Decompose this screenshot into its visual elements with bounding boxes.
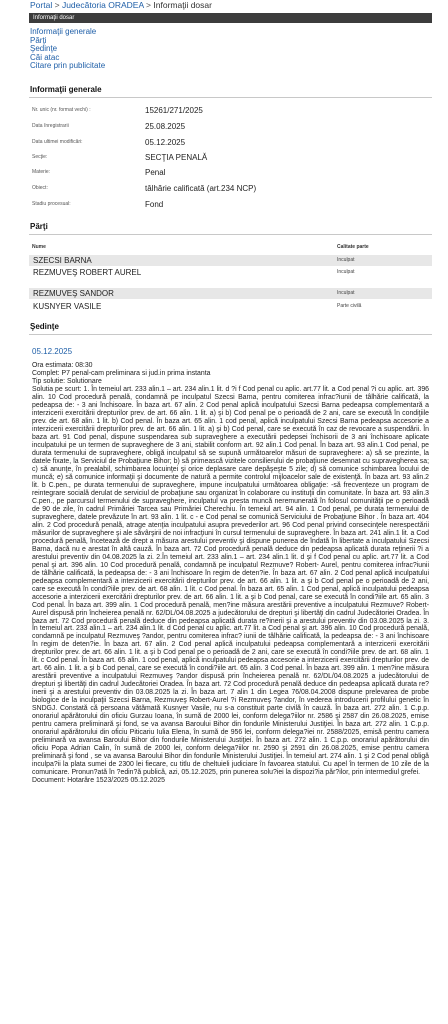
info-value: 25.08.2025 <box>145 122 186 131</box>
breadcrumb-separator: > <box>146 0 152 10</box>
info-label: Data ultimei modificări: <box>32 139 83 145</box>
nav-link-hearings[interactable]: Şedinţe <box>30 44 58 54</box>
divider <box>29 234 432 235</box>
info-label: Obiect: <box>32 185 48 191</box>
info-value: tâlhărie calificată (art.234 NCP) <box>145 184 257 193</box>
info-label: Data înregistrarii <box>32 123 69 129</box>
hearing-solution-type: Tip solutie: Solutionare <box>32 377 102 385</box>
party-row <box>29 288 432 299</box>
info-row-last-modified <box>32 138 430 148</box>
nav-link-appeals[interactable]: Căi atac <box>30 52 60 62</box>
hearings-heading: Şedinţe <box>30 322 59 331</box>
party-name: SZECSI BARNA <box>33 256 92 265</box>
breadcrumb-separator: > <box>54 0 60 10</box>
info-label: Nr. unic (nr. format vechi) : <box>32 107 91 113</box>
info-label: Materie: <box>32 169 51 175</box>
info-value: Fond <box>145 200 164 209</box>
divider <box>29 97 432 98</box>
hearing-document: Document: Hotarâre 1523/2025 05.12.2025 <box>32 777 165 785</box>
info-row-procedural-stage <box>32 200 430 210</box>
info-row-section <box>32 153 430 163</box>
hearing-solution-summary: Solutia pe scurt: 1. În temeiul art. 233 alin.1 – art. 234 alin.1 lit. d ?i f Cod penal cu aplic. art.77 lit. a Cod penal ?i cu aplic. art. 396 alin. 10 Cod procedură penală, condamnă pe inculpatul Szecsi Barna, pentru comiterea infrac?iunii de tâlhărie calificată, la pedeapsa de: - 3 ani închisoare. În baza art. 67 alin. 2 Cod penal aplică inculpatului Szecsi Barna pedeapsa complementară a interzicerii exercitării drepturilor prev. de art. 66 alin. 1 lit. a) şi b) Cod penal pe o perioadă de 2 ani, care se execută în condiţiile prev. de art. 68 alin. 1 lit. b) Cod penal. În baza art. 65 alin. 1 cod penal, aplică inculpatului Szecsi Barna pedeapsa accesorie a interzicerii exercitării drepturilor prev. de art. 66 alin. 1 lit. a) şi b) Cod penal, care se execută în caz de revocare a suspendării. În baza art. 91 Cod penal, dispune suspendarea sub supraveghere a executării pedepsei închisorii de 3 ani închisoare aplicate inculpatului pe un termen de supraveghere de 3 ani, stabilit conform art. 92 alin.1 Cod penal. În baza art. 93 alin.1 Cod penal, pe durata termenului de supraveghere, obligă inculpatul să se supună următoarelor măsuri de supraveghere: a) să se prezinte, la datele fixate, la Serviciul de Probaţiune Bihor; b) să primească vizitele consilierului de probaţiune desemnat cu supravegherea sa; c) să anunţe, în prealabil, schimbarea locuinţei şi orice deplasare care depăşeşte 5 zile; d) să comunice schimbarea locului de muncă; e) să comunice informaţii şi documente de natură a permite controlul mijloacelor sale de existenţă. În baza art. 93 alin.2 lit. b C.pen., pe durata termenului de supraveghere, impune inculpatului următoarea obligaţie: -să frecventeze un program de reintegrare socială derulat de serviciul de probaţiune sau organizat în colaborare cu instituţii din comunitate. În baza art. 93 alin.3 C.pen., pe parcursul termenului de supraveghere, inculpatul va presta muncă neremunerată în folosul comunităţii pe o perioadă de 90 de zile, în cadrul Primăriei Tarcea sau Primăriei Cherechiu. În temeiul art. 94 alin. 1 Cod penal, pe durata termenului de supraveghere, datele prevăzute în art. 93 alin. 1 lit. c - e Cod penal se comunică Serviciului de Probaţiune Bihor . În baza art. 404 alin. 2 Cod procedură penală, atrage atenţia inculpatului asupra prevederilor art. 96 Cod penal privind consecinţele nerespectării măsurilor de supraveghere şi ale săvârşirii de noi infracţiuni în cursul termenului de supraveghere. În baza art. 241 alin.1 lit. a Cod procedură penală, încetează de drept a măsura arestului preventiv şi dispune punerea de îndată în libertate a inculpatului Szecsi Barna, dacă nu e arestat în altă cauză. În baza art. 72 Cod procedură penală deduce din pedeapsa aplicată durata reţinerii ?i a arestului preventiv din 04.08.2025 la zi. 2.În temeiul art. 233 alin.1 – art. 234 alin.1 lit. d şi f Cod penal cu aplic. art.77 lit. a Cod penal şi art. 396 alin. 10 Cod procedură penală, condamnă pe inculpatul Rezmuve? Robert- Aurel, pentru comiterea infrac?iunii de tâlhărie calificată, la pedeapsa de: - 3 ani închisoare în regim de deten?ie. În baza art. 67 alin. 2 Cod penal aplică inculpatului pedeapsa complementară a interzicerii exercitării drepturilor prev. de art. 66 alin. 1 lit. a şi b Cod penal pe o perioadă de 2 ani, care se execută în condi?iile prev. de art. 68 alin. 1 lit. c Cod penal. În baza art. 65 alin. 1 Cod penal, aplică inculpatului pedeapsa accesorie a interzicerii exercitării drepturilor prev. de art. 66 alin. 1 lit. a şi b Cod penal, care se execută în condi?iile art. 65 alin. 3 Cod penal. În baza art. 399 alin. 1 Cod procedură penală, men?ine măsura arestării preventive a inculpatului Rezmuve? Robert-Aurel dispusă prin încheierea penală nr. 62/DL/04.08.2025 a judecătorului de drepturi şi libertăţi din cadrul Judecătoriei Oradea. În baza art. 72 Cod procedură penală deduce din pedeapsa aplicată durata re?inerii şi a arestului preventiv din 03.08.2025 la zi. 3. În temeiul art. 233 alin.1 – art. 234 alin.1 lit. d Cod penal cu aplic. art.77 lit. a Cod penal şi art. 396 alin. 10 Cod procedură penală, condamnă pe inculpatul Rezmuveş ?andor, pentru comiterea infrac? iunii de tâlhărie calificată, la pedeapsa de: - 3 ani închisoare în regim de deten?ie. În baza art. 67 alin. 2 Cod penal aplică inculpatului pedeapsa complementară a interzicerii exercitării drepturilor prev. de art. 66 alin. 1 lit. a şi b Cod penal pe o perioadă de 2 ani, care se execută în condi?iile prev. de art. 68 alin. 1 lit. c Cod penal. În baza art. 65 alin. 1 cod penal, aplică inculpatului pedeapsa accesorie a interzicerii exercitării drepturilor prev. de art. 66 alin. 1 lit. a şi b Cod penal, care se execută în condi?iile art. 65 alin. 3 Cod penal. În baza art. 399 alin. 1 men?ine măsura arestării preventive a inculpatului Rezmuveş ?andor dispusă prin încheierea penală nr. 62/DL/04.08.2025 a judecătorului de drepturi şi libertăţi din cadrul Judecătoriei Oradea. În baza art. 72 Cod procedură penală deduce din pedeapsa aplicată durata re?inerii şi a arestului preventiv din 03.08.2025 la zi. În baza art. 7 alin 1 din Legea 76/08.04.2008 dispune prelevarea de probe biologice de la inculpaţii Szecsi Barna, Rezmuveş Robert-Aurel ?i Rezmuveş ?andor, în vederea introducerii profilului genetic în SNDGJ. Constată că persoana vătămată Kusnyer Vasile, nu s-a constituit parte civilă în cauză. În baza art. 272 alin. 1 C.p.p. onorariul apărătorului din oficiu Gurzau Ioana, în sumă de 2000 lei, conform delega?iilor nr. 2586 şi 2587 din 26.08.2025, emise pentru camera preliminară şi fond, se va avansa Baroului Bihor din fondurile Ministerului Justiţiei. În baza art. 272 alin. 1 C.p.p. onorariul apărătorului din oficiu Piticariu Iulia Elena, în sumă de 956 lei, conform delega?iei nr. 2588/2025, emisă pentru camera preliminară va avansa Baroului Bihor din fondurile Ministerului Justiţiei. În baza art. 272 alin. 1 C.p.p. onorariul apărătorului din oficiu Popa Adrian Calin, în sumă de 2000 lei, conform delega?iilor nr. 2590 şi 2591 din 26.08.2025, emise pentru camera preliminară şi fond , se va avansa Baroului Bihor din fondurile Ministerului Justiţiei. În temeiul art. 274 alin. 1 şi 2 Cod penal obligă inculpa?ii la plata sumei de 2300 lei fiecare, cu titlu de cheltuieli judiciare în favoarea statului. Cu apel în termen de 10 zile de la comunicare. Pronun?ată în ?edin?ă publică, azi, 05.12.2025, prin punerea solu?iei la dispozi?ia păr?ilor, prin intermediul grefei. <box>32 385 429 777</box>
info-value: 05.12.2025 <box>145 138 186 147</box>
party-row <box>29 267 432 278</box>
party-quality: Inculpat <box>337 257 355 263</box>
parties-column-name-header: Nume <box>32 244 46 250</box>
party-row <box>29 301 432 312</box>
party-name: REZMUVEŞ SANDOR <box>33 289 114 298</box>
party-name: KUSNYER VASILE <box>33 302 102 311</box>
breadcrumb-court-link[interactable]: Judecătoria ORADEA <box>61 0 144 10</box>
party-quality: Inculpat <box>337 290 355 296</box>
general-info-heading: Informaţii generale <box>30 85 102 94</box>
nav-link-general-info[interactable]: Informaţii generale <box>30 27 97 36</box>
party-quality: Inculpat <box>337 269 355 275</box>
hearing-time: Ora estimata: 08:30 <box>32 362 93 369</box>
breadcrumb <box>30 0 212 10</box>
info-value: Penal <box>145 168 166 177</box>
party-quality: Parte civilă <box>337 303 362 309</box>
hearing-details <box>32 362 429 785</box>
party-row <box>29 255 432 266</box>
nav-link-parties[interactable]: Părţi <box>30 35 47 45</box>
hearing-date: 05.12.2025 <box>32 347 73 356</box>
info-row-object <box>32 184 430 194</box>
info-value: 15261/271/2025 <box>145 106 203 115</box>
section-nav <box>30 28 105 71</box>
info-row-registration-date <box>32 122 430 132</box>
parties-column-quality-header: Calitate parte <box>337 244 369 250</box>
file-info-header-bar: Informaţii dosar <box>29 13 432 23</box>
info-label: Stadiu procesual: <box>32 201 71 207</box>
nav-link-public-summons[interactable]: Citare prin publicitate <box>30 61 106 71</box>
divider <box>29 334 432 335</box>
hearing-panel: Complet: P7 penal-cam preliminara si jud.in prima instanta <box>32 369 211 377</box>
parties-heading: Părţi <box>30 222 48 231</box>
breadcrumb-current: Informaţii dosar <box>153 0 212 10</box>
info-label: Secţie: <box>32 154 48 160</box>
info-row-case-number <box>32 106 430 116</box>
party-name: REZMUVEŞ ROBERT AUREL <box>33 268 142 277</box>
info-row-matter <box>32 168 430 178</box>
breadcrumb-portal-link[interactable]: Portal <box>30 0 53 10</box>
info-value: SECŢIA PENALĂ <box>145 153 208 162</box>
